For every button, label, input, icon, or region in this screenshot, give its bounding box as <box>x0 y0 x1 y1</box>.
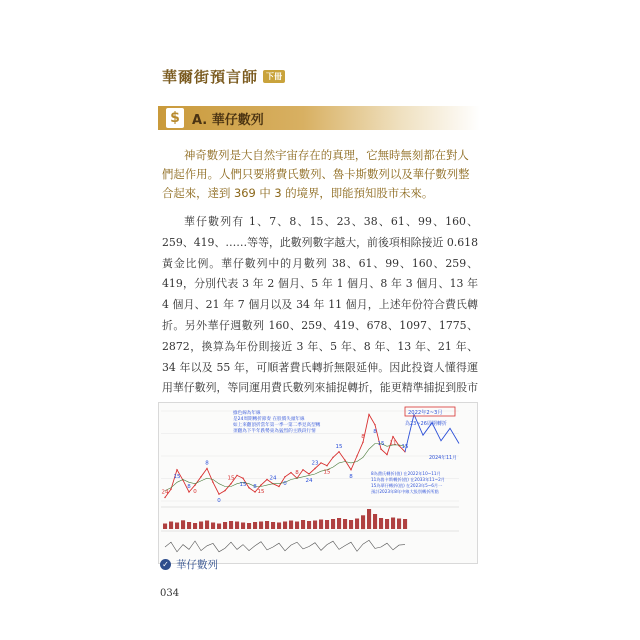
book-page <box>140 40 496 610</box>
price-point <box>374 424 375 425</box>
wave-label: 15 <box>377 441 385 448</box>
volume-bar <box>367 509 371 529</box>
volume-bar <box>319 520 323 530</box>
annotation-bottom <box>371 470 445 495</box>
price-point <box>230 483 231 484</box>
book-title: 華爾街預言師 <box>162 68 259 86</box>
wave-label: 24 <box>269 475 277 482</box>
wave-label: 23 <box>311 460 319 467</box>
label-23-26: 為23~26周期轉折 <box>405 421 447 427</box>
price-point <box>350 469 351 470</box>
volume-bar <box>217 524 221 530</box>
volume-bar <box>193 523 197 529</box>
check-circle-icon: ✓ <box>160 559 171 570</box>
annotation-bottom-line: 預計2023年8年中線大級別轉折所點 <box>371 489 439 494</box>
price-point <box>386 454 387 455</box>
volume-bar <box>169 522 173 530</box>
price-point <box>236 475 237 476</box>
price-point <box>194 484 195 485</box>
price-point <box>266 479 267 480</box>
wave-label: 8 <box>373 428 377 435</box>
lead-paragraph: 神奇數列是大自然宇宙存在的真理，它無時無刻都在對人們起作用。人們只要將費氏數列、魯卡斯數列以及華仔數列整合起來，達到 369 中 3 的境界，即能預知股市未來。 <box>162 148 470 200</box>
price-point <box>248 487 249 488</box>
stock-chart <box>159 403 477 563</box>
dollar-icon: $ <box>166 108 184 128</box>
price-point <box>224 490 225 491</box>
price-point <box>392 436 393 437</box>
volume-bar <box>307 521 311 529</box>
volume-bar <box>343 519 347 529</box>
caption-text: 華仔數列 <box>176 559 218 571</box>
wave-label: 0 <box>217 498 221 505</box>
volume-bar <box>199 522 203 530</box>
wave-label: 0 <box>193 489 197 496</box>
price-point <box>368 414 369 415</box>
volume-bar <box>211 523 215 530</box>
annotation-top-line: 須翻為下半年跌勢東為猛烈的主跌段行情 <box>233 429 316 434</box>
volume-bar <box>349 520 353 529</box>
volume-bar <box>277 523 281 530</box>
volume-bar <box>259 522 263 530</box>
volume-bar <box>301 520 305 529</box>
volume-bar <box>187 522 191 529</box>
wave-label: 8 <box>253 484 257 490</box>
price-point <box>356 455 357 456</box>
running-head <box>162 66 285 87</box>
price-point <box>218 493 219 494</box>
wave-label: 8 <box>187 484 191 490</box>
annotation-bottom-line: 11為魯卡斯轉折(值) 在2033年11~2月 <box>371 477 445 482</box>
wave-label: 15 <box>335 443 343 450</box>
volume-bar <box>181 520 185 529</box>
price-point <box>254 491 255 492</box>
volume-bar <box>283 522 287 530</box>
figure-caption <box>160 557 218 572</box>
wave-label: 15 <box>257 489 265 496</box>
body-paragraph: 華仔數列有 1、7、8、15、23、38、61、99、160、259、419、……等等，此數列數字越大，前後項相除接近 0.618 黃金比例。華仔數列中的月數列 38、61、99、160、259、419，分別代表 3 年 2 個月、5 年 1 個月、8 年 3 個月、13 年 4 個月、21 年 7 個月以及 34 年 11 個月，上述年份符合費氏轉折。另外華仔週數列 160、259、419、678、1097、1775、2872，換算為年份則接近 3 年、5 年、8 年、13 年、21 年、34 年以及 55 年，可順著費氏轉折無限延伸。因此投資人懂得運用華仔數列，等同運用費氏數列來捕捉轉折，能更精準捕捉到股市 <box>162 215 478 395</box>
volume-bar <box>235 522 239 530</box>
volume-bar <box>325 520 329 529</box>
wave-label: 8 <box>361 434 365 441</box>
annotation-bottom-line: 15為華仔轉折(值) 在2023年5~6月一 <box>371 483 443 488</box>
volume-bar <box>385 519 389 529</box>
section-heading-bar <box>158 106 480 130</box>
price-point <box>212 482 213 483</box>
volume-badge: 下冊 <box>263 70 285 83</box>
price-point <box>338 451 339 452</box>
wave-label: 15 <box>239 482 247 489</box>
volume-bar <box>397 519 401 530</box>
section-title: A. 華仔數列 <box>192 113 264 128</box>
price-point <box>290 472 291 473</box>
volume-bar <box>331 519 335 529</box>
volume-bar <box>163 524 167 530</box>
volume-bar <box>253 522 257 529</box>
price-point <box>308 473 309 474</box>
price-point <box>362 442 363 443</box>
wave-label: 11 <box>389 440 397 447</box>
price-point <box>200 476 201 477</box>
stock-chart-figure <box>158 402 478 564</box>
price-point <box>278 486 279 487</box>
price-point <box>314 468 315 469</box>
wave-label: 24 <box>305 478 313 484</box>
wave-label: 8 <box>205 460 209 467</box>
price-point <box>380 448 381 449</box>
volume-bar <box>403 519 407 529</box>
annotation-bottom-line: 8為費氏轉折(值) 在2022年10~11月 <box>371 471 441 476</box>
volume-bar <box>373 514 377 529</box>
volume-bar <box>361 515 365 529</box>
price-point <box>260 484 261 485</box>
price-point <box>344 460 345 461</box>
volume-bar <box>391 518 395 530</box>
wave-label: 15 <box>401 443 409 450</box>
volume-bar <box>223 522 227 529</box>
price-point <box>320 462 321 463</box>
annotation-top-line: 如上來翻頂折當年第一季一第二季見高型轉 <box>233 423 321 428</box>
volume-bar <box>313 521 317 530</box>
label-2024: 2024年11月 <box>429 456 457 461</box>
volume-bar <box>337 518 341 529</box>
wave-label: 0 <box>283 480 287 487</box>
volume-bar <box>295 522 299 530</box>
price-point <box>164 497 165 498</box>
volume-bar <box>247 523 251 529</box>
wave-label: 8 <box>295 470 299 477</box>
price-point <box>206 468 207 469</box>
volume-bar <box>379 518 383 529</box>
volume-bar <box>205 521 209 530</box>
volume-bar <box>355 519 359 530</box>
price-point <box>176 469 177 470</box>
wave-label: 8 <box>349 473 353 480</box>
volume-bar <box>265 521 269 529</box>
wave-label: 15 <box>323 469 331 476</box>
price-point <box>284 476 285 477</box>
price-point <box>188 491 189 492</box>
price-point <box>170 489 171 490</box>
price-point <box>242 478 243 479</box>
volume-bar <box>175 523 179 530</box>
label-2022: 2022年2~3月 <box>408 410 443 416</box>
price-point <box>332 457 333 458</box>
annotation-top-line: 綠色線為年線 <box>233 411 261 416</box>
volume-bar <box>241 523 245 530</box>
annotation-top-line: 是24周期轉折節奏 在股價失頭年線 <box>233 417 305 422</box>
price-point <box>302 469 303 470</box>
page-number: 034 <box>160 588 180 599</box>
wave-label: 15 <box>173 473 181 480</box>
volume-bar <box>229 521 233 529</box>
volume-bar <box>271 522 275 529</box>
wave-label: 24 <box>161 489 169 496</box>
wave-label: 15 <box>227 475 235 482</box>
volume-bar <box>289 521 293 530</box>
price-point <box>326 465 327 466</box>
